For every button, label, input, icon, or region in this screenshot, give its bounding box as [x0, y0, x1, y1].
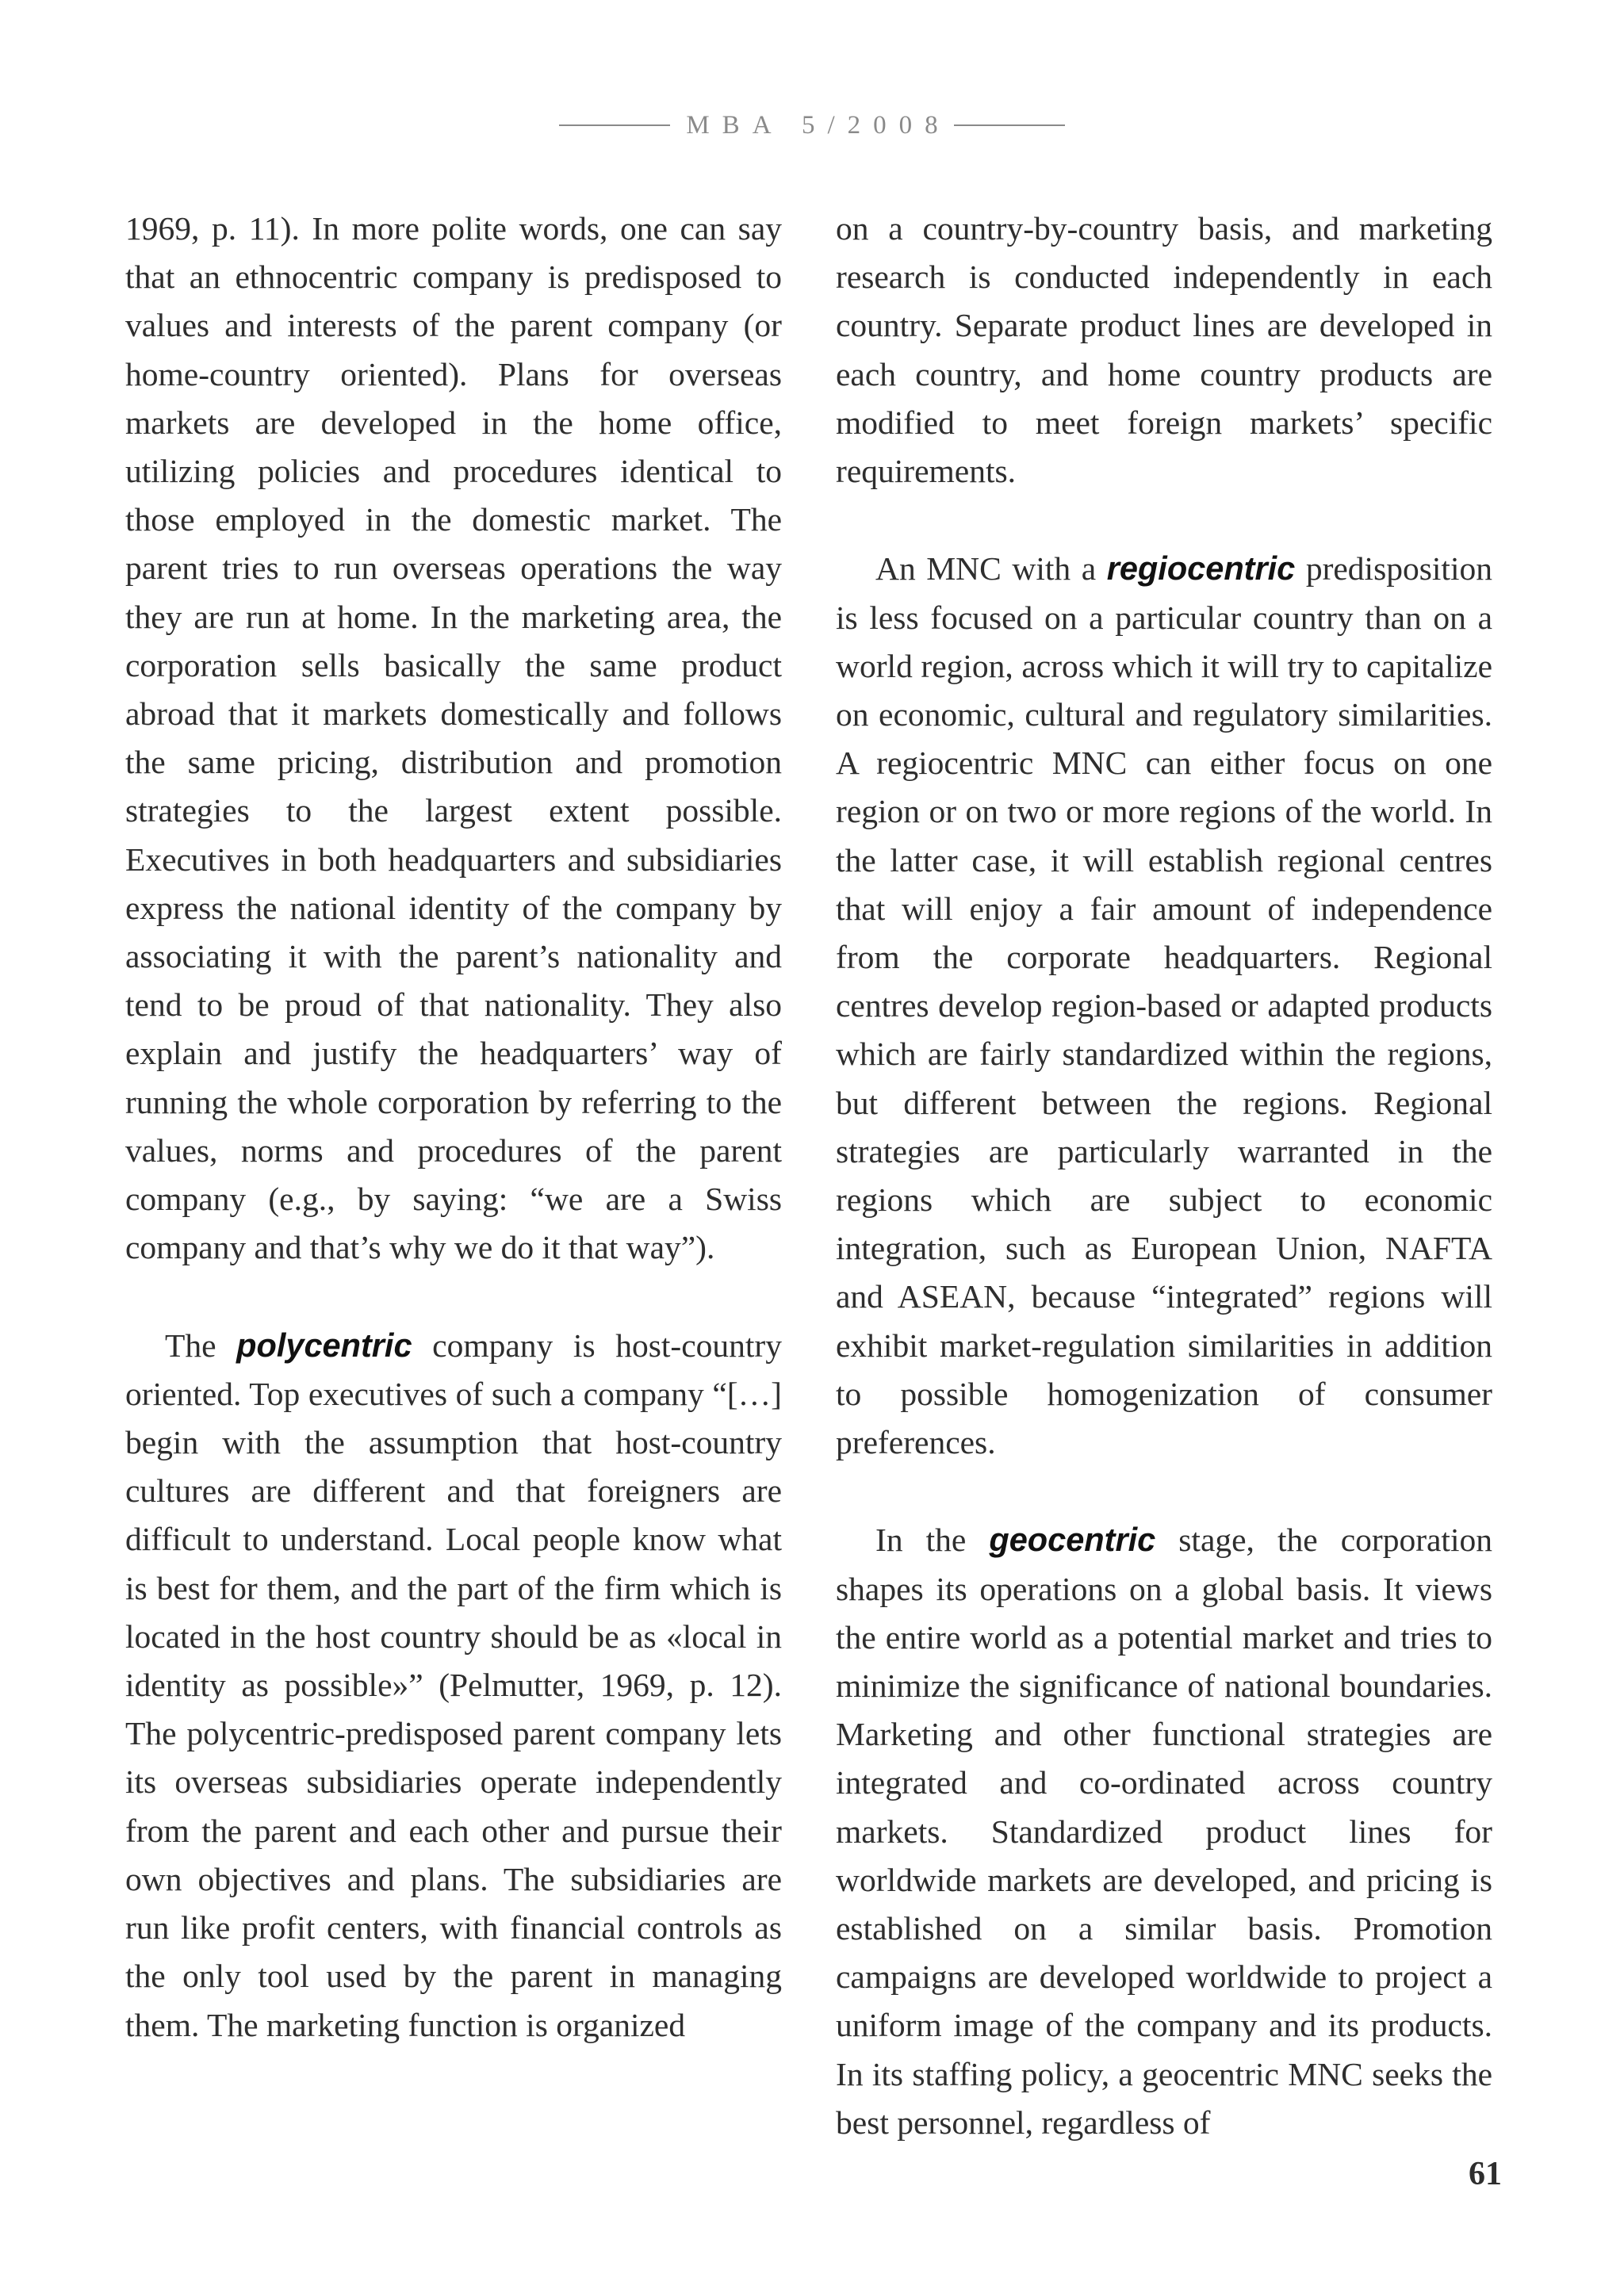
- paragraph-text: 1969, p. 11). In more polite words, one can say that an ethnocentric company is predisposed to values and interests of the parent company (or home-country oriented). Plans for overseas markets are developed in the home office, utilizing policies and procedures identical to those employed in the domestic market. The parent tries to run overseas operations the way they are run at home. In the marketing area, the corporation sells basically the same product abroad that it markets domestically and follows the same pricing, distribution and promotion strategies to the largest extent possible. Executives in both headquarters and subsidiaries express the national identity of the company by associating it with the parent’s nationality and tend to be proud of that nationality. They also explain and justify the headquarters’ way of running the whole corporation by referring to the values, norms and procedures of the parent company (e.g., by saying: “we are a Swiss company and that’s why we do it that way”).: [125, 210, 782, 1266]
- paragraph-polycentric-continued: [836, 205, 1492, 496]
- paragraph-polycentric: [125, 1321, 782, 2050]
- paragraph-text-lead: An MNC with a: [875, 550, 1107, 588]
- term-regiocentric: regiocentric: [1106, 549, 1296, 588]
- page-number: 61: [1469, 2156, 1502, 2192]
- paragraph-text-lead: The: [165, 1326, 237, 1364]
- running-header: [0, 101, 1624, 149]
- term-geocentric: geocentric: [989, 1521, 1156, 1559]
- right-column: [836, 205, 1492, 2195]
- term-polycentric: polycentric: [236, 1326, 412, 1364]
- paragraph-text: stage, the corporation shapes its operations on a global basis. It views the entire world as a potential market and tries to minimize the significance of national boundaries. Marketing and other functional strategies are integrated and co-ordinated across country markets. Standardized product lines for worldwide markets are developed, and pricing is established on a similar basis. Promotion campaigns are developed worldwide to project a uniform image of the company and its products. In its staffing policy, a geocentric MNC seeks the best personnel, regardless of: [836, 1522, 1492, 2141]
- paragraph-text-lead: In the: [875, 1522, 990, 1559]
- paragraph-text: on a country-by-country basis, and marketing research is conducted independently in each country. Separate product lines are developed in each country, and home country products are modified to meet foreign markets’ specific requirements.: [836, 210, 1492, 490]
- journal-title: MBA 5/2008: [686, 110, 951, 140]
- paragraph-text: predisposition is less focused on a particular country than on a world region, across which it will try to capitalize on economic, cultural and regulatory similarities. A regiocentric MNC can either focus on one region or on two or more regions of the world. In the latter case, it will establish regional centres that will enjoy a fair amount of independence from the corporate headquarters. Regional centres develop region-based or adapted products which are fairly standardized within the regions, but different between the regions. Regional strategies are particularly warranted in the regions which are subject to economic integration, such as European Union, NAFTA and ASEAN, because “integrated” regions will exhibit market-regulation similarities in addition to possible homogenization of consumer preferences.: [836, 550, 1492, 1461]
- paragraph-geocentric: [836, 1515, 1492, 2147]
- header-rule-right: [954, 124, 1065, 126]
- header-rule-left: [559, 124, 670, 126]
- paragraph-text: company is host-country oriented. Top executives of such a company “[…] begin with the assumption that host-country cultures are different and that foreigners are difficult to understand. Local people know what is best for them, and the part of the firm which is located in the host country should be as «local in identity as possible»” (Pelmutter, 1969, p. 12). The polycentric-predisposed parent company lets its overseas subsidiaries operate independently from the parent and each other and pursue their own objectives and plans. The subsidiaries are run like profit centers, with financial controls as the only tool used by the parent in managing them. The marketing function is organized: [125, 1326, 782, 2043]
- left-column: [125, 205, 782, 2098]
- paragraph-ethnocentric-continued: [125, 205, 782, 1272]
- paragraph-regiocentric: [836, 544, 1492, 1467]
